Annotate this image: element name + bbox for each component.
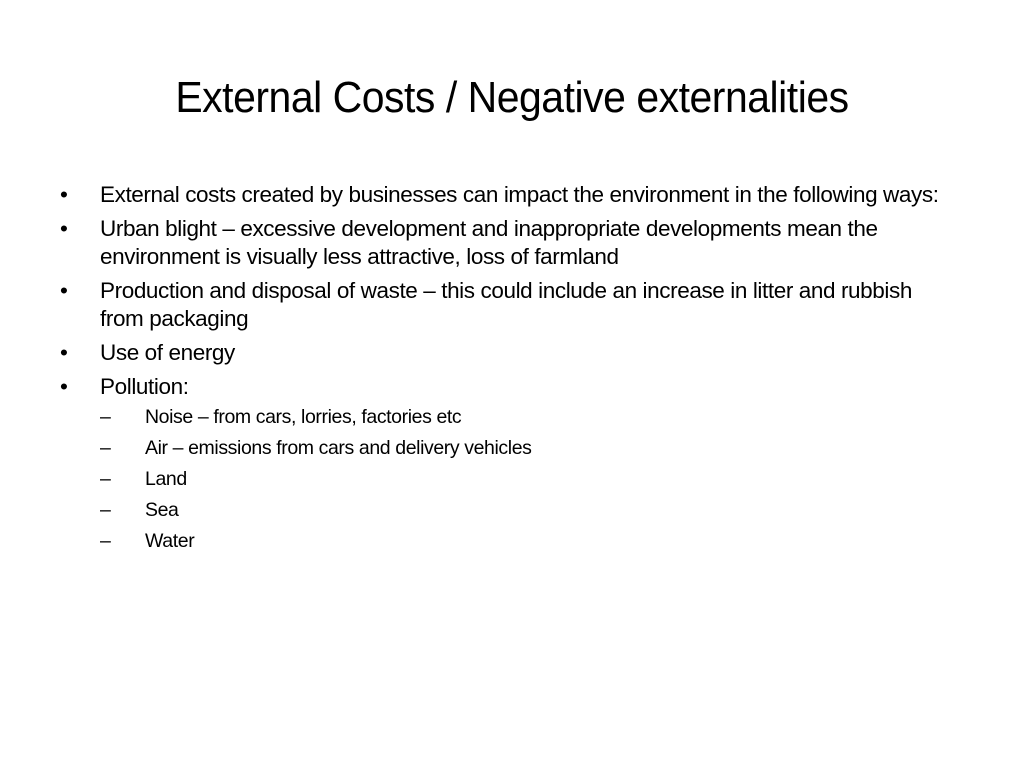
bullet-item [60, 339, 960, 367]
bullet-marker: • [60, 374, 68, 399]
sub-bullet-text: Sea [145, 499, 179, 521]
bullet-marker: • [60, 182, 68, 207]
dash-marker: – [100, 437, 111, 459]
dash-marker: – [100, 468, 111, 490]
sub-bullet-item [100, 529, 960, 554]
bullet-text: Production and disposal of waste – this could include an increase in litter and rubbish from packaging [100, 278, 912, 331]
bullet-marker: • [60, 278, 68, 303]
sub-bullet-list [100, 405, 960, 554]
bullet-list [60, 181, 960, 554]
sub-bullet-item [100, 498, 960, 523]
dash-marker: – [100, 499, 111, 521]
bullet-text: Pollution: [100, 374, 189, 399]
sub-bullet-text: Noise – from cars, lorries, factories etc [145, 406, 462, 428]
sub-bullet-text: Land [145, 468, 187, 490]
slide-content [60, 181, 960, 560]
sub-bullet-text: Water [145, 530, 195, 552]
bullet-item [60, 277, 960, 333]
bullet-text: Urban blight – excessive development and inappropriate developments mean the environment is visually less attractive, loss of farmland [100, 216, 878, 269]
sub-bullet-item [100, 405, 960, 430]
bullet-marker: • [60, 340, 68, 365]
bullet-text: External costs created by businesses can impact the environment in the following ways: [100, 182, 939, 207]
bullet-item [60, 215, 960, 271]
bullet-marker: • [60, 216, 68, 241]
dash-marker: – [100, 406, 111, 428]
slide-title: External Costs / Negative externalities [175, 73, 849, 122]
sub-bullet-text: Air – emissions from cars and delivery vehicles [145, 437, 532, 459]
sub-bullet-item [100, 467, 960, 492]
dash-marker: – [100, 530, 111, 552]
sub-bullet-item [100, 436, 960, 461]
bullet-item [60, 181, 960, 209]
bullet-text: Use of energy [100, 340, 235, 365]
bullet-item [60, 373, 960, 554]
